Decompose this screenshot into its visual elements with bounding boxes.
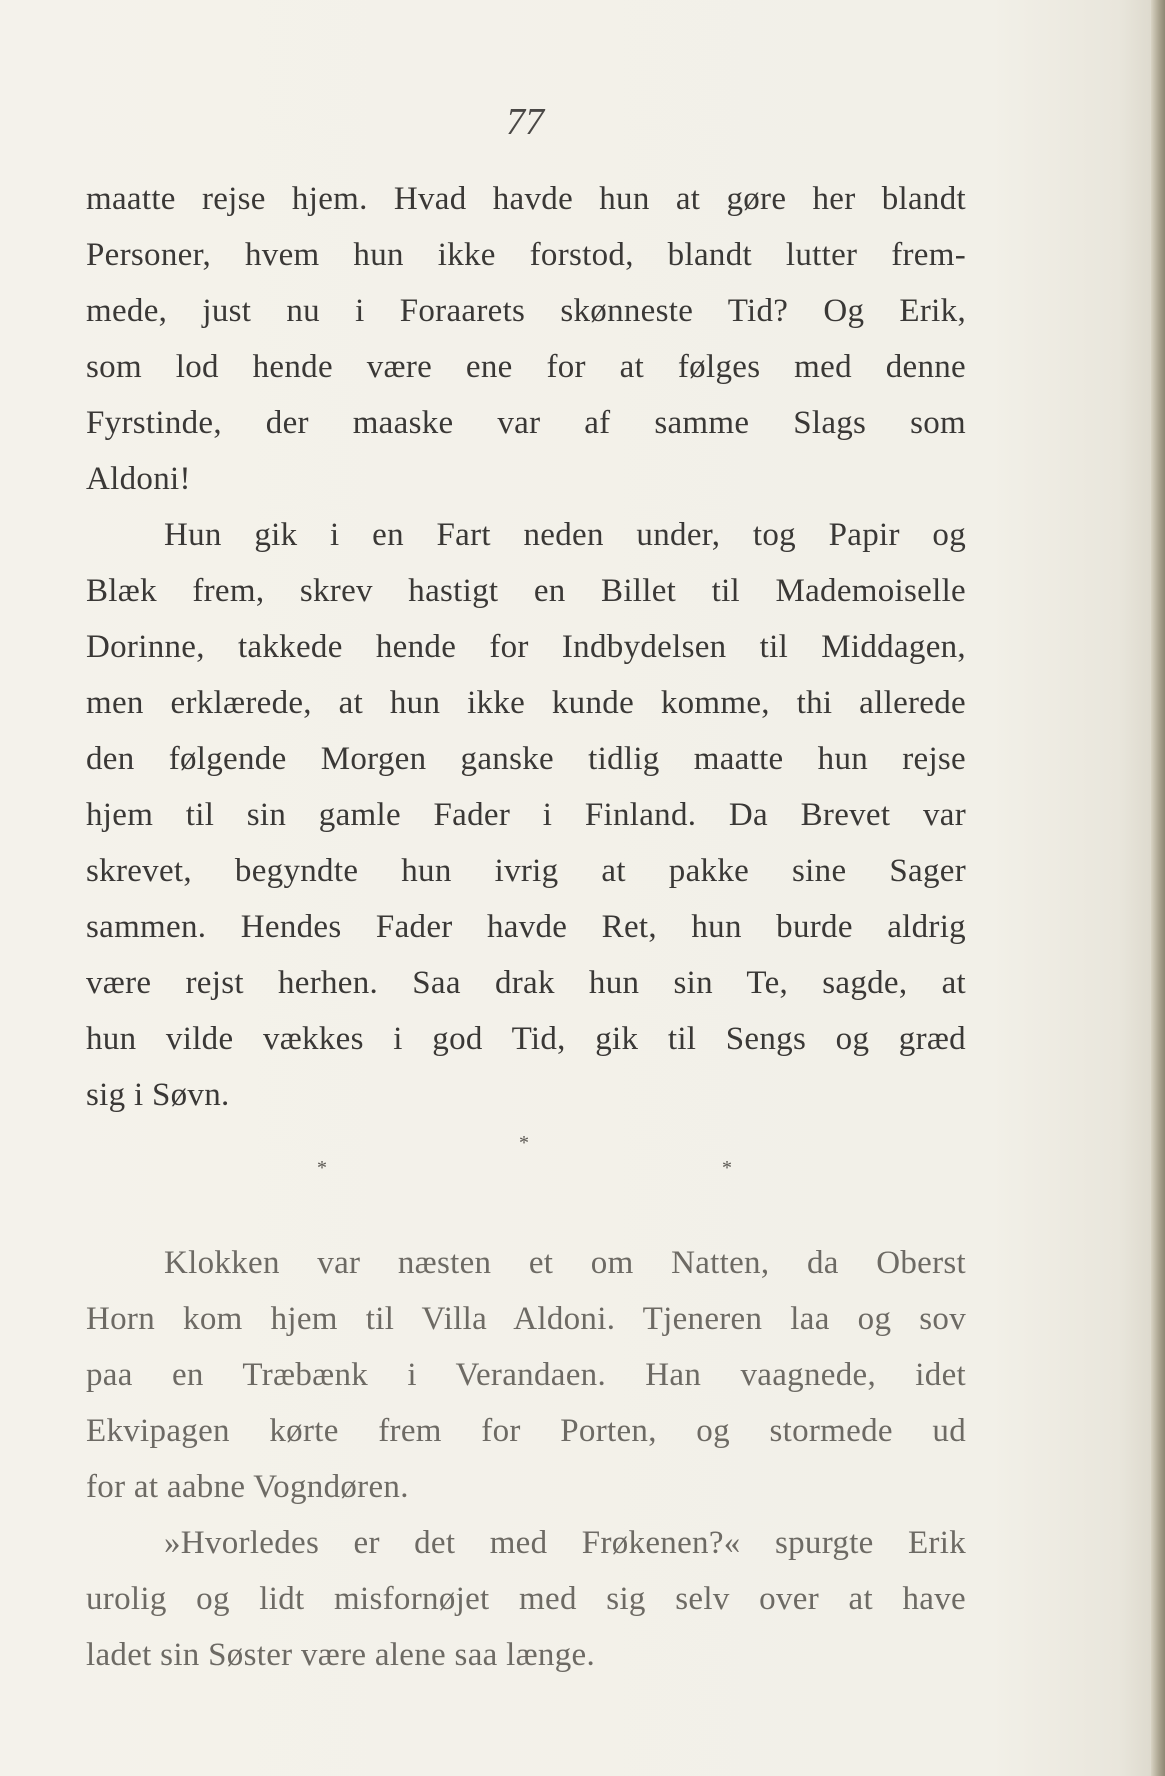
page-number: 77	[506, 101, 544, 143]
text-line: urolig og lidt misfornøjet med sig selv over at have	[86, 1581, 966, 1617]
asterisk: *	[519, 1132, 529, 1154]
text-line: hjem til sin gamle Fader i Finland. Da Brevet var	[86, 797, 966, 833]
text-line: skrevet, begyndte hun ivrig at pakke sine Sager	[86, 853, 966, 889]
page-binding-edge	[1151, 0, 1165, 1776]
text-line: mede, just nu i Foraarets skønneste Tid? Og Erik,	[86, 293, 966, 329]
text-line: sig i Søvn.	[86, 1077, 230, 1113]
text-line: men erklærede, at hun ikke kunde komme, thi allerede	[86, 685, 966, 721]
asterisk: *	[722, 1157, 732, 1179]
paragraph-3	[86, 1235, 966, 1515]
text-line: Fyrstinde, der maaske var af samme Slags som	[86, 405, 966, 441]
text-line: være rejst herhen. Saa drak hun sin Te, sagde, at	[86, 965, 966, 1001]
text-line: ladet sin Søster være alene saa længe.	[86, 1637, 596, 1673]
body-text	[86, 171, 966, 1683]
section-break-space	[86, 1123, 966, 1235]
text-line: for at aabne Vogndøren.	[86, 1469, 409, 1505]
text-line: sammen. Hendes Fader havde Ret, hun burde aldrig	[86, 909, 966, 945]
text-line: Personer, hvem hun ikke forstod, blandt lutter frem-	[86, 237, 966, 273]
text-line: maatte rejse hjem. Hvad havde hun at gøre her blandt	[86, 181, 966, 217]
text-line: som lod hende være ene for at følges med denne	[86, 349, 966, 385]
paragraph-4	[86, 1515, 966, 1683]
text-line: den følgende Morgen ganske tidlig maatte hun rejse	[86, 741, 966, 777]
text-line: »Hvorledes er det med Frøkenen?« spurgte Erik	[164, 1525, 966, 1561]
text-line: Hun gik i en Fart neden under, tog Papir og	[164, 517, 966, 553]
text-line: Dorinne, takkede hende for Indbydelsen til Middagen,	[86, 629, 966, 665]
text-line: Ekvipagen kørte frem for Porten, og stormede ud	[86, 1413, 966, 1449]
text-line: paa en Træbænk i Verandaen. Han vaagnede, idet	[86, 1357, 966, 1393]
text-line: Aldoni!	[86, 461, 191, 497]
text-line: Horn kom hjem til Villa Aldoni. Tjeneren laa og sov	[86, 1301, 966, 1337]
paragraph-2	[86, 507, 966, 1123]
text-line: hun vilde vækkes i god Tid, gik til Sengs og græd	[86, 1021, 966, 1057]
paragraph-1	[86, 171, 966, 507]
text-line: Klokken var næsten et om Natten, da Oberst	[164, 1245, 966, 1281]
text-line: Blæk frem, skrev hastigt en Billet til Mademoiselle	[86, 573, 966, 609]
asterisk: *	[317, 1157, 327, 1179]
